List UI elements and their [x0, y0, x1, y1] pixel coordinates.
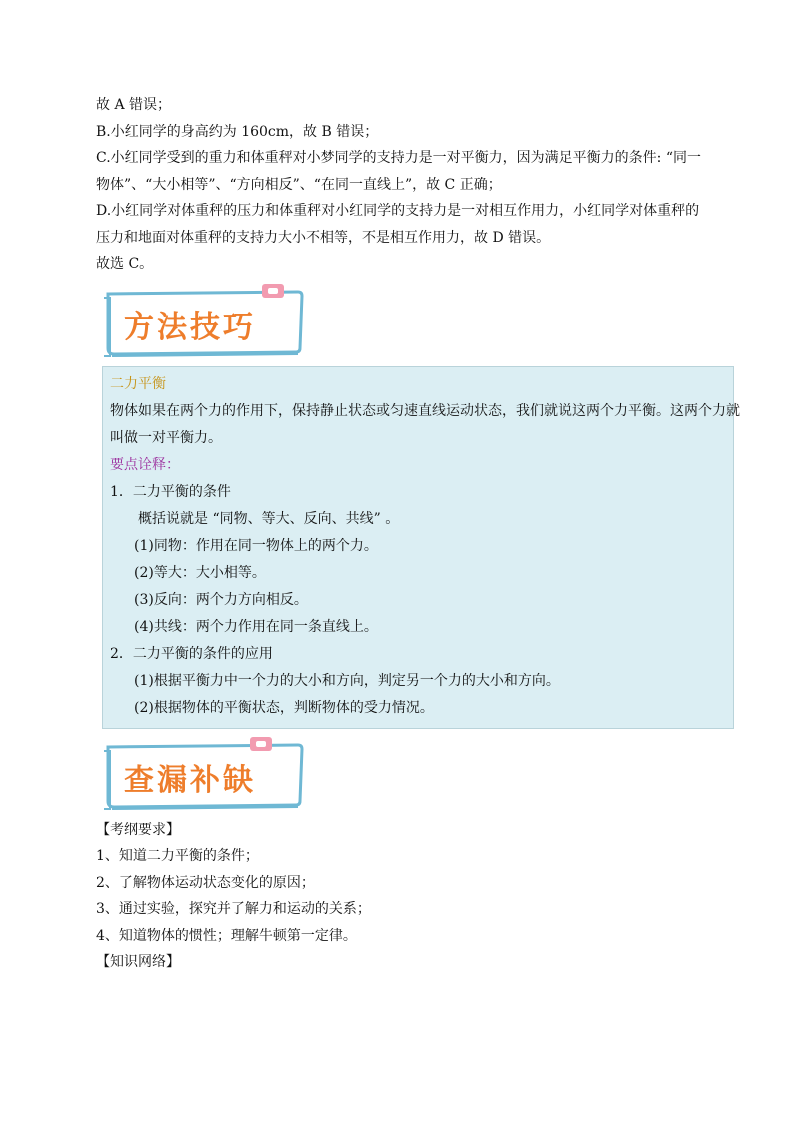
method-box: [102, 366, 740, 729]
network-heading: 【知识网络】: [96, 954, 180, 970]
answer-line: B.小红同学的身高约为 160cm，故 B 错误；: [96, 123, 379, 140]
answer-line: 故 A 错误；: [96, 97, 172, 113]
condition-line: (2)等大：大小相等。: [134, 564, 266, 581]
application-line: (2)根据物体的平衡状态，判断物体的受力情况。: [134, 699, 434, 716]
item-title: 1．二力平衡的条件: [110, 483, 231, 500]
item-title: 2．二力平衡的条件的应用: [110, 645, 273, 662]
answer-explanation: [96, 92, 736, 278]
keypoints-label: 要点诠释：: [110, 456, 180, 473]
document-page: [96, 92, 740, 976]
answer-line: 物体”、“大小相等”、“方向相反”、“在同一直线上”，故 C 正确；: [96, 176, 502, 193]
requirement-line: 1、知道二力平衡的条件；: [96, 848, 259, 864]
review-banner-title: 查漏补缺: [124, 762, 256, 798]
requirement-line: 3、通过实验，探究并了解力和运动的关系；: [96, 901, 371, 917]
answer-line: 故选 C。: [96, 256, 154, 272]
method-banner-title: 方法技巧: [124, 309, 256, 345]
answer-line: C.小红同学受到的重力和体重秤对小梦同学的支持力是一对平衡力，因为满足平衡力的条件: “同一: [96, 150, 701, 166]
requirement-line: 2、了解物体运动状态变化的原因；: [96, 874, 315, 891]
application-line: (1)根据平衡力中一个力的大小和方向，判定另一个力的大小和方向。: [134, 672, 560, 689]
requirement-line: 4、知道物体的惯性；理解牛顿第一定律。: [96, 927, 357, 944]
condition-line: (4)共线：两个力作用在同一条直线上。: [134, 618, 378, 635]
item-summary: 概括说就是 “同物、等大、反向、共线” 。: [138, 510, 400, 527]
method-banner: [102, 284, 312, 360]
condition-line: (3)反向：两个力方向相反。: [134, 591, 308, 608]
method-topic: 二力平衡: [110, 375, 166, 392]
answer-line: D.小红同学对体重秤的压力和体重秤对小红同学的支持力是一对相互作用力，小红同学对体重秤的: [96, 203, 700, 219]
method-definition: 叫做一对平衡力。: [110, 429, 222, 446]
review-section: [96, 817, 736, 976]
condition-line: (1)同物：作用在同一物体上的两个力。: [134, 537, 378, 554]
method-definition: 物体如果在两个力的作用下，保持静止状态或匀速直线运动状态，我们就说这两个力平衡。这两个力就: [110, 402, 740, 419]
answer-line: 压力和地面对体重秤的支持力大小不相等，不是相互作用力，故 D 错误。: [96, 229, 551, 246]
review-banner: [102, 737, 312, 813]
requirements-heading: 【考纲要求】: [96, 821, 180, 838]
